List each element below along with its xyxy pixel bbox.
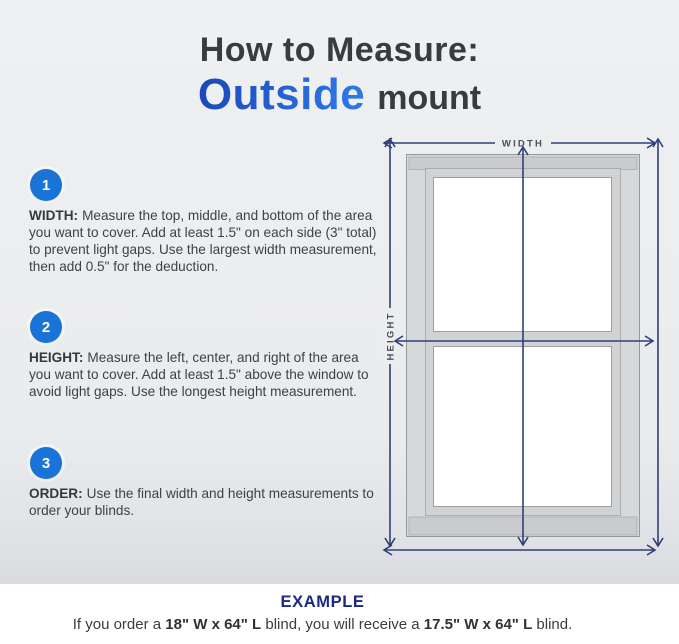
example-middle: blind, you will receive a: [261, 616, 424, 633]
title-line-1: How to Measure:: [199, 31, 480, 69]
step-1-text: [29, 207, 377, 275]
step-2-text: [29, 349, 377, 400]
step-2-label: HEIGHT:: [29, 350, 84, 365]
example-prefix: If you order a: [72, 616, 166, 633]
step-3-label: ORDER:: [29, 486, 83, 501]
step-height: [29, 311, 381, 400]
example-suffix: blind.: [532, 616, 573, 633]
height-label: HEIGHT: [385, 311, 397, 361]
step-1-label: WIDTH:: [29, 208, 79, 223]
step-1-body: Measure the top, middle, and bottom of the area you want to cover. Add at least 1.5" on each side (3" total) to prevent light gaps. Use the largest width measurement, then add 0.5" for the deduction.: [29, 208, 377, 274]
step-3-body: Use the final width and height measurements to order your blinds.: [29, 486, 374, 518]
step-1-badge: 1: [30, 169, 62, 201]
title-suffix: mount: [377, 79, 482, 117]
example-heading: EXAMPLE: [280, 593, 365, 611]
example-section: [0, 593, 645, 633]
example-received-size: 17.5" W x 64" L: [423, 616, 533, 633]
step-3-text: [29, 485, 377, 519]
step-2-badge: 2: [30, 311, 62, 343]
step-2-body: Measure the left, center, and right of the area you want to cover. Add at least 1.5" above the window to avoid light gaps. Use the longest height measurement.: [29, 350, 369, 399]
title-line-2: [0, 70, 679, 120]
width-label: WIDTH: [501, 138, 545, 150]
example-ordered-size: 18" W x 64" L: [165, 616, 262, 633]
page-title: [0, 33, 679, 120]
window-diagram: [370, 125, 670, 565]
step-order: [29, 447, 381, 519]
step-3-badge: 3: [30, 447, 62, 479]
step-width: [29, 169, 381, 275]
example-sentence: [0, 616, 645, 633]
title-emphasis: Outside: [197, 70, 366, 119]
